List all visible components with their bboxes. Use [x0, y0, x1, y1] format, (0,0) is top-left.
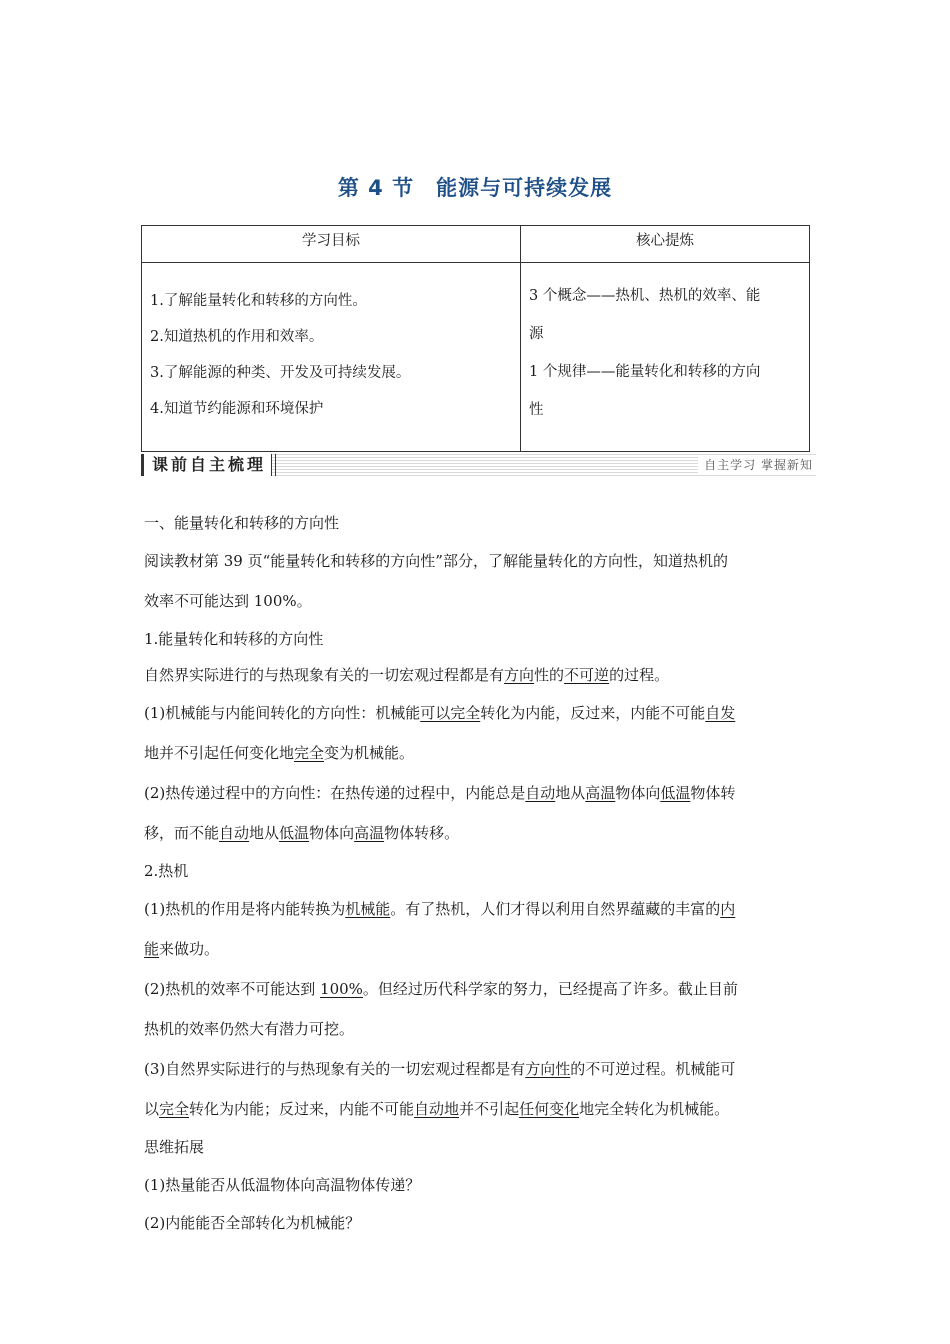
fill-blank: 机械能 [345, 900, 391, 918]
paragraph-line: (1)热机的作用是将内能转换为机械能。有了热机，人们才得以利用自然界蕴藏的丰富的内 [144, 900, 736, 918]
fill-blank: 内 [720, 900, 736, 918]
core-line: 1 个规律——能量转化和转移的方向 [529, 364, 761, 380]
goal-item: 4.知道节约能源和环境保护 [150, 401, 324, 417]
goal-item: 2.知道热机的作用和效率。 [150, 329, 324, 345]
subsection-heading: 1.能量转化和转移的方向性 [144, 630, 324, 648]
section-heading: 一、能量转化和转移的方向性 [144, 514, 340, 532]
question-line: (2)内能能否全部转化为机械能？ [144, 1214, 361, 1232]
main-content [144, 505, 808, 1241]
subsection-heading: 思维拓展 [144, 1138, 205, 1156]
header-core-summary: 核心提炼 [521, 226, 810, 263]
goal-item: 1.了解能量转化和转移的方向性。 [150, 293, 367, 309]
paragraph-line: 自然界实际进行的与热现象有关的一切宏观过程都是有方向性的不可逆的过程。 [144, 666, 670, 684]
core-line: 源 [529, 326, 544, 342]
subsection-heading: 2.热机 [144, 862, 189, 880]
fill-blank: 低温 [279, 824, 310, 842]
paragraph-line: (1)机械能与内能间转化的方向性：机械能可以完全转化为内能，反过来，内能不可能自发 [144, 704, 736, 722]
fill-blank: 高温 [354, 824, 385, 842]
paragraph-line: 地并不引起任何变化地完全变为机械能。 [144, 744, 415, 762]
paragraph-line: 移，而不能自动地从低温物体向高温物体转移。 [144, 824, 460, 842]
fill-blank: 任何变化 [519, 1100, 580, 1118]
fill-blank: 低温 [660, 784, 691, 802]
question-line: (1)热量能否从低温物体向高温物体传递？ [144, 1176, 421, 1194]
paragraph-line: (2)热传递过程中的方向性：在热传递的过程中，内能总是自动地从高温物体向低温物体转 [144, 784, 736, 802]
paragraph-line: 能来做功。 [144, 940, 220, 958]
paragraph-line: 阅读教材第 39 页“能量转化和转移的方向性”部分，了解能量转化的方向性，知道热机的 [144, 552, 728, 570]
objectives-table [141, 225, 810, 452]
section-banner [141, 454, 816, 476]
paragraph-line: (2)热机的效率不可能达到 100%。但经过历代科学家的努力，已经提高了许多。截止目前 [144, 980, 738, 998]
fill-blank: 能 [144, 940, 160, 958]
goal-item: 3.了解能源的种类、开发及可持续发展。 [150, 365, 411, 381]
page-title: 第 4 节 能源与可持续发展 [337, 176, 613, 200]
fill-blank: 不可逆 [564, 666, 610, 684]
fill-blank: 100% [320, 980, 363, 998]
paragraph-line: (3)自然界实际进行的与热现象有关的一切宏观过程都是有方向性的不可逆过程。机械能可 [144, 1060, 736, 1078]
section-banner-title: 课前自主梳理 [141, 454, 272, 476]
section-banner-subtitle: 自主学习 掌握新知 [698, 456, 816, 474]
fill-blank: 自动 [219, 824, 250, 842]
header-learning-goals: 学习目标 [142, 226, 521, 263]
fill-blank: 自发 [705, 704, 736, 722]
paragraph-line: 热机的效率仍然大有潜力可挖。 [144, 1020, 355, 1038]
fill-blank: 完全 [294, 744, 325, 762]
fill-blank: 方向性 [525, 1060, 571, 1078]
fill-blank: 自动 [525, 784, 556, 802]
core-line: 性 [529, 402, 544, 418]
paragraph-line: 效率不可能达到 100%。 [144, 592, 312, 610]
fill-blank: 高温 [585, 784, 616, 802]
paragraph-line: 以完全转化为内能；反过来，内能不可能自动地并不引起任何变化地完全转化为机械能。 [144, 1100, 730, 1118]
goals-cell [142, 263, 521, 452]
fill-blank: 自动地 [414, 1100, 460, 1118]
fill-blank: 可以完全 [420, 704, 481, 722]
fill-blank: 完全 [159, 1100, 190, 1118]
core-cell [521, 263, 810, 452]
fill-blank: 方向 [504, 666, 535, 684]
core-line: 3 个概念——热机、热机的效率、能 [529, 288, 761, 304]
